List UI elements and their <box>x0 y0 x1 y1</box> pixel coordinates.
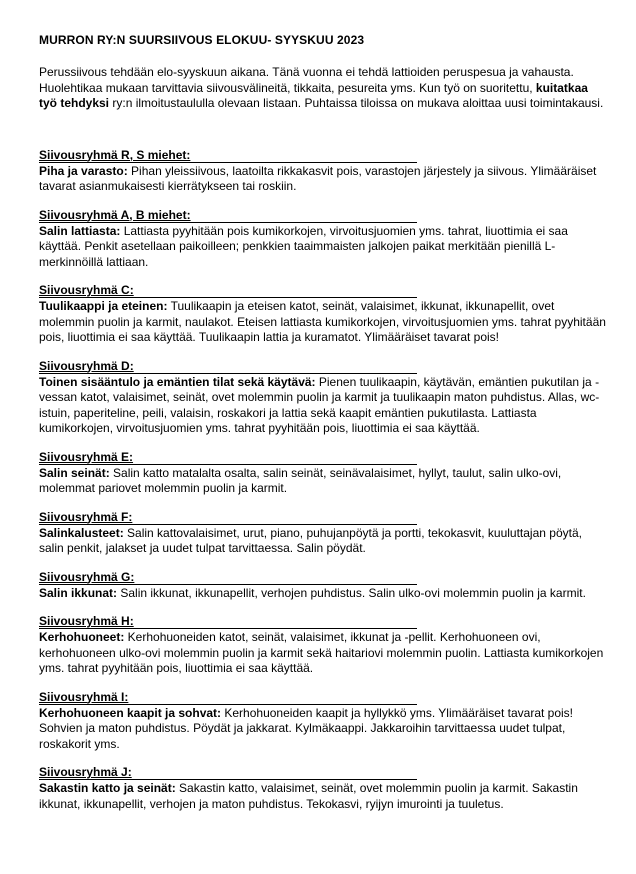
group-task: Piha ja varasto: <box>39 163 128 178</box>
group-task: Sakastin katto ja seinät: <box>39 781 176 795</box>
group-heading <box>39 283 417 298</box>
group-description <box>39 466 606 497</box>
group-heading <box>39 690 417 705</box>
group-r-s <box>39 148 606 195</box>
group-d <box>39 359 606 437</box>
group-description <box>39 224 606 271</box>
group-a-b <box>39 208 606 271</box>
group-description <box>39 586 606 602</box>
group-text: Kerhohuoneiden katot, seinät, valaisimet, ikkunat ja -pellit. Kerhohuoneen ovi, kerhohuoneen ulko-ovi molemmin puolin ja karmit sekä haitariovi molemmin puolin. Lattiasta kumikorkojen yms. tahrat pyyhitään pois, liuottimia ei saa käyttää. <box>39 630 604 675</box>
group-heading <box>39 614 417 629</box>
group-text: Salin kattovalaisimet, urut, piano, puhujanpöytä ja portti, tekokasvit, kuuluttajan pöytä, salin penkit, jalakset ja uudet tulpat tarvittaessa. Salin pöydät. <box>39 525 582 555</box>
group-h <box>39 614 606 677</box>
group-heading <box>39 570 417 585</box>
group-description <box>39 526 606 557</box>
group-description <box>39 706 606 753</box>
group-text: Salin katto matalalta osalta, salin seinät, seinävalaisimet, hyllyt, taulut, salin ulko-ovi, molemmat pariovet molemmin puolin ja karmit. <box>39 465 562 495</box>
group-text: Kerhohuoneiden kaapit ja hyllykkö yms. Ylimääräiset tavarat pois! Sohvien ja maton puhdistus. Pöydät ja jakkarat. Kylmäkaappi. Jakkaroihin tarvittaessa uudet tulpat, roskakorit yms. <box>39 705 574 751</box>
group-task: Kerhohuoneen kaapit ja sohvat: <box>39 705 222 720</box>
group-heading-text: Siivousryhmä C: <box>39 283 134 297</box>
group-heading <box>39 510 417 525</box>
group-task: Salinkalusteet: <box>39 525 124 540</box>
document-title: MURRON RY:N SUURSIIVOUS ELOKUU- SYYSKUU 2023 <box>39 33 365 47</box>
group-description <box>39 299 606 346</box>
intro-bold-text: kuitatkaa työ tehdyksi <box>39 80 588 110</box>
group-heading-text: Siivousryhmä R, S miehet: <box>39 147 191 162</box>
group-description <box>39 375 606 437</box>
group-heading-text: Siivousryhmä E: <box>39 449 134 464</box>
intro-text-after: ry:n ilmoitustaululla olevaan listaan. Puhtaissa tiloissa on mukava aloittaa uusi toimintakausi. <box>109 96 604 110</box>
group-heading-text: Siivousryhmä F: <box>39 509 133 524</box>
group-task: Salin seinät: <box>39 465 110 480</box>
group-task: Salin lattiasta: <box>39 223 121 238</box>
group-g <box>39 570 606 602</box>
group-heading-text: Siivousryhmä I: <box>39 689 129 704</box>
group-description <box>39 164 606 195</box>
group-text: Salin ikkunat, ikkunapellit, verhojen puhdistus. Salin ulko-ovi molemmin puolin ja karmit. <box>117 585 586 600</box>
group-text: Pienen tuulikaapin, käytävän, emäntien pukutilan ja -vessan katot, valaisimet, seinät, ovet molemmin puolin ja karmit ja tuulikaapin maton puhdistus. Allas, wc-istuin, paperiteline, peili, valaisin, roskakori ja lattia sekä kaapit emäntien pukutilasta. Lattiasta kumikorkojen, virvoitusjuomien yms. tahrat pyyhitään pois, liuottimia ei saa käyttää. <box>39 374 600 435</box>
group-f <box>39 510 606 557</box>
group-c <box>39 283 606 346</box>
group-heading <box>39 208 417 223</box>
group-text: Sakastin katto, valaisimet, seinät, ovet molemmin puolin ja karmit. Sakastin ikkunat, ikkunapellit, verhojen ja maton puhdistus. Tekokasvi, ryijyn imurointi ja tuuletus. <box>39 781 578 811</box>
group-heading <box>39 450 417 465</box>
group-heading <box>39 765 417 780</box>
group-e <box>39 450 606 497</box>
group-text: Lattiasta pyyhitään pois kumikorkojen, virvoitusjuomien yms. tahrat, liuottimia ei saa käyttää. Penkit asetellaan paikoilleen; penkkien taaimmaisten jalkojen paikat merkitään pienillä L-merkinnöillä lattiaan. <box>39 223 568 269</box>
group-heading <box>39 148 417 163</box>
group-heading-text: Siivousryhmä D: <box>39 358 134 373</box>
group-task: Toinen sisääntulo ja emäntien tilat sekä käytävä: <box>39 374 316 389</box>
group-description <box>39 630 606 677</box>
group-text: Tuulikaapin ja eteisen katot, seinät, valaisimet, ikkunat, ikkunapellit, ovet molemmin puolin ja karmit, naulakot. Eteisen lattiasta kumikorkojen, virvoitusjuomien yms. tahrat pyyhitään pois, liuottimia ei saa käyttää. Tuulikaapin lattia ja kuramatot. Ylimääräiset tavarat pois! <box>39 299 606 344</box>
group-heading <box>39 359 417 374</box>
group-list <box>39 148 606 813</box>
group-heading-text: Siivousryhmä G: <box>39 569 135 584</box>
group-task: Salin ikkunat: <box>39 585 118 600</box>
group-heading-text: Siivousryhmä H: <box>39 614 134 628</box>
group-task: Kerhohuoneet: <box>39 630 125 644</box>
group-heading-text: Siivousryhmä A, B miehet: <box>39 207 191 222</box>
group-i <box>39 690 606 753</box>
intro-text-before: Perussiivous tehdään elo-syyskuun aikana. Tänä vuonna ei tehdä lattioiden peruspesua ja vahausta. Huolehtikaa mukaan tarvittavia siivousvälineitä, tikkaita, pesureita yms. Kun työ on suoritettu, <box>39 65 574 95</box>
intro-paragraph <box>39 65 606 112</box>
group-text: Pihan yleissiivous, laatoilta rikkakasvit pois, varastojen järjestely ja siivous. Ylimääräiset tavarat asianmukaisesti kierrätykseen tai roskiin. <box>39 163 597 193</box>
group-description <box>39 781 606 812</box>
group-task: Tuulikaappi ja eteinen: <box>39 299 168 313</box>
group-heading-text: Siivousryhmä J: <box>39 765 132 779</box>
group-j <box>39 765 606 812</box>
